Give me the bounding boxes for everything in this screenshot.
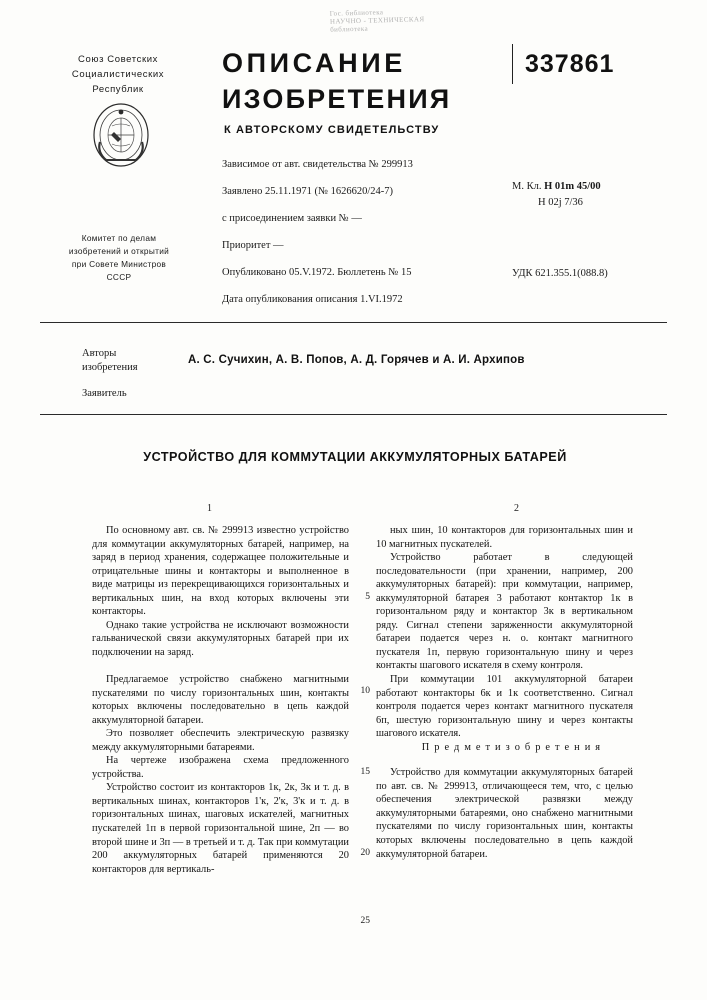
line-number-20: 20 bbox=[360, 848, 370, 858]
ussr-emblem-icon bbox=[92, 102, 150, 168]
organization-line-3: Республик bbox=[92, 84, 144, 95]
paragraph: Однако такие устройства не исключают возможности гальванической связи аккумуляторных батарей при их подключении на заряд. bbox=[92, 619, 349, 658]
header-divider bbox=[512, 44, 513, 84]
ipc-code-1: H 01m 45/00 bbox=[544, 181, 601, 192]
horizontal-rule-top bbox=[40, 322, 667, 323]
applicant-label: Заявитель bbox=[82, 388, 127, 399]
bibliographic-metadata bbox=[222, 158, 522, 320]
authors-label bbox=[82, 347, 138, 375]
ipc-line-2 bbox=[512, 195, 601, 211]
horizontal-rule-bottom bbox=[40, 414, 667, 415]
column-number-left: 1 bbox=[207, 503, 212, 514]
paragraph: На чертеже изображена схема предложенного устройства. bbox=[92, 755, 349, 780]
committee-line-1: Комитет по делам bbox=[81, 233, 157, 243]
body-column-left bbox=[92, 524, 349, 876]
paragraph: При коммутации 101 аккумуляторной батареи работают контакторы 6к и 1к соответственно. Сигнал контроля подается через контакт магнитного пускателя 6п, шестую горизонтальную шину и через контакты шагового искателя. bbox=[376, 674, 633, 740]
committee-line-3: при Совете Министров bbox=[71, 259, 167, 269]
organization-name bbox=[48, 52, 188, 97]
body-column-right bbox=[376, 524, 633, 861]
stamp-line-1: Гос. библиотека bbox=[329, 8, 384, 18]
meta-joined-application: с присоединением заявки № — bbox=[222, 213, 362, 224]
patent-number: 337861 bbox=[525, 50, 615, 78]
authors-names: А. С. Сучихин, А. В. Попов, А. Д. Горячев и А. И. Архипов bbox=[188, 354, 525, 366]
committee-line-4: СССР bbox=[106, 272, 132, 282]
page-title: УСТРОЙСТВО ДЛЯ КОММУТАЦИИ АККУМУЛЯТОРНЫХ БАТАРЕЙ bbox=[143, 450, 567, 464]
paragraph: Это позволяет обеспечить электрическую развязку между аккумуляторными батареями. bbox=[92, 728, 349, 753]
line-number-5: 5 bbox=[365, 592, 370, 602]
meta-dependency: Зависимое от авт. свидетельства № 299913 bbox=[222, 159, 413, 170]
committee-line-2: изобретений и открытий bbox=[68, 246, 170, 256]
ipc-code-2: H 02j 7/36 bbox=[538, 197, 583, 208]
document-header bbox=[0, 40, 707, 318]
document-kind-subtitle: ИЗОБРЕТЕНИЯ bbox=[222, 84, 452, 114]
line-number-25: 25 bbox=[360, 916, 370, 926]
line-number-10: 10 bbox=[360, 686, 370, 696]
column-number-right: 2 bbox=[514, 503, 519, 514]
claim-paragraph: Устройство для коммутации аккумуляторных батарей по авт. св. № 299913, отличающееся тем, что, с целью обеспечения электрической развязки между аккумуляторными батареями, оно снабжено магнитными пускателями по числу горизонтальных шин, контакты которых включены последовательно в цепь каждой аккумуляторной батареи. bbox=[376, 767, 633, 860]
line-number-15: 15 bbox=[360, 767, 370, 777]
paragraph: Предлагаемое устройство снабжено магнитными пускателями по числу горизонтальных шин, контакты которых включены последовательно в цепь каждой аккумуляторной батареи. bbox=[92, 673, 349, 726]
paragraph: ных шин, 10 контакторов для горизонтальных шин и 10 магнитных пускателей. bbox=[376, 525, 633, 550]
ipc-label: М. Кл. bbox=[512, 181, 542, 192]
paragraph: Устройство состоит из контакторов 1к, 2к, 3к и т. д. в вертикальных шинах, контакторов 1'к, 2'к, 3'к и т. д. в горизонтальных шинах, шаговых искателей, магнитных пускателей 1п в первой горизонтальной шине, 2п — во второй шине и 3п — в третьей и т. д. Так при коммутации 200 аккумуляторных батарей применяются 20 контакторов для вертикаль- bbox=[92, 782, 349, 875]
authors-label-line-2: изобретения bbox=[82, 362, 138, 373]
library-stamp-scribble bbox=[330, 6, 461, 39]
stamp-line-3: библиотека bbox=[330, 24, 369, 34]
meta-filing: Заявлено 25.11.1971 (№ 1626620/24-7) bbox=[222, 186, 393, 197]
document-kind-title: ОПИСАНИЕ bbox=[222, 48, 406, 78]
certificate-line: К АВТОРСКОМУ СВИДЕТЕЛЬСТВУ bbox=[224, 124, 440, 136]
meta-published: Опубликовано 05.V.1972. Бюллетень № 15 bbox=[222, 267, 412, 278]
paragraph: Устройство работает в следующей последовательности (при хранении, например, 200 аккумуляторных батарей): при коммутации, например, аккумуляторной батарея 3 работают контактор 1к в горизонтальном ряду и контактор 3к в вертикальном ряду. Сигнал степени заряженности аккумуляторной батареи подается через н. о. контакт магнитного пускателя 1п, первую горизонтальную шину и через контакты шагового искателя в схему контроля. bbox=[376, 552, 633, 672]
organization-line-2: Социалистических bbox=[71, 69, 165, 80]
authors-label-line-1: Авторы bbox=[82, 348, 117, 359]
organization-line-1: Союз Советских bbox=[78, 54, 158, 65]
stamp-line-2: НАУЧНО - ТЕХНИЧЕСКАЯ bbox=[329, 15, 425, 26]
ipc-line-1 bbox=[512, 179, 601, 195]
claims-heading: П р е д м е т и з о б р е т е н и я bbox=[421, 741, 602, 753]
udc-classification: УДК 621.355.1(088.8) bbox=[512, 268, 608, 279]
paragraph: По основному авт. св. № 299913 известно устройство для коммутации аккумуляторных батарей, например, на заряд в период хранения, содержащее положительные и отрицательные шины и контакторы и выполненное в виде матрицы из перекрещивающихся горизонтальных и вертикальных шин, на вход которых включены эти контакторы. bbox=[92, 525, 349, 618]
ipc-classification bbox=[512, 179, 601, 211]
meta-priority: Приоритет — bbox=[222, 240, 284, 251]
committee-name bbox=[46, 232, 192, 284]
meta-description-date: Дата опубликования описания 1.VI.1972 bbox=[222, 294, 403, 305]
